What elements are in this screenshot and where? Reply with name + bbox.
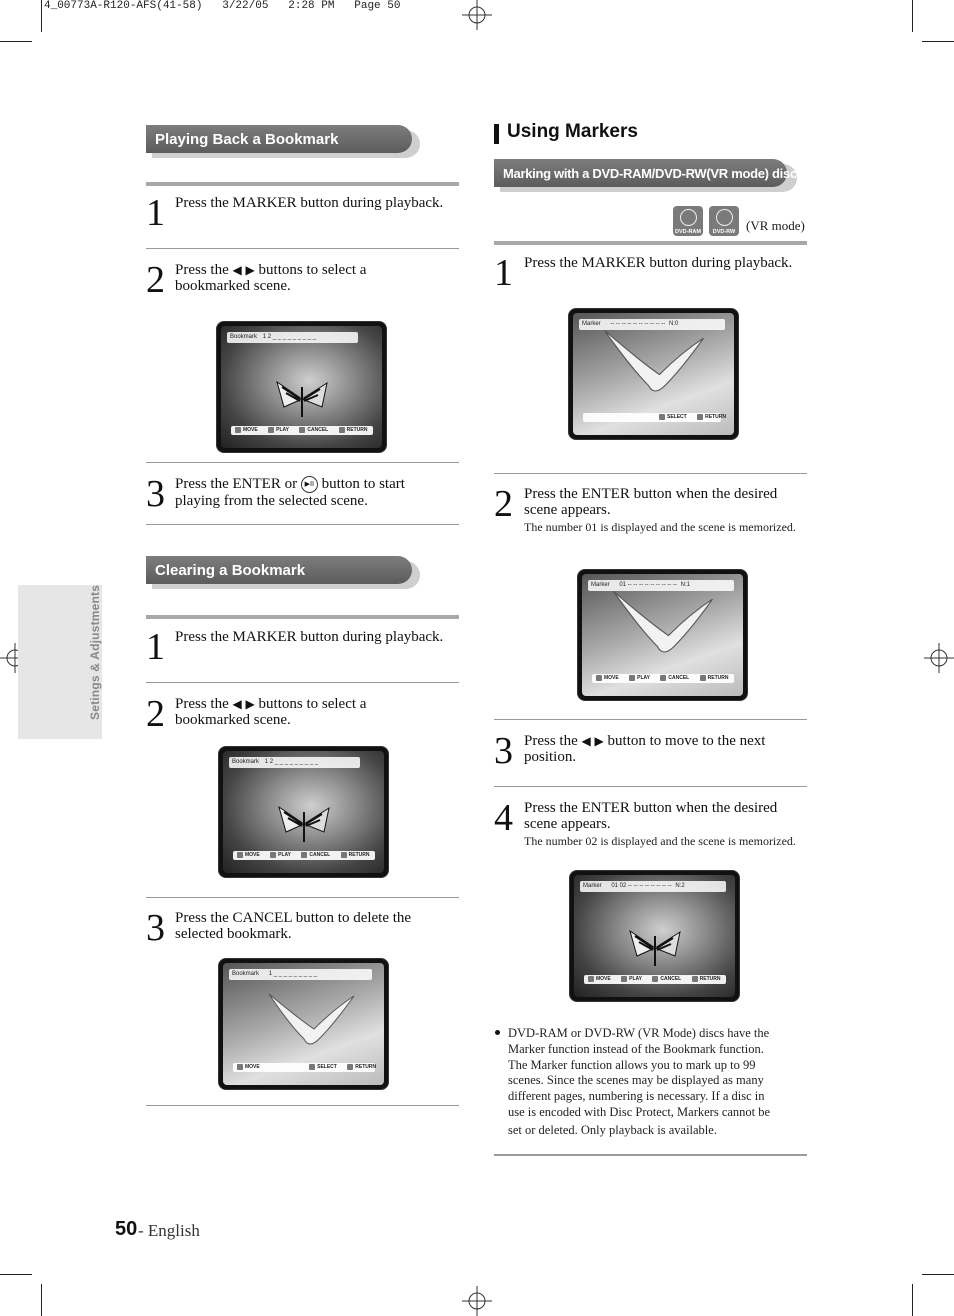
- osd-move-label: [596, 675, 619, 681]
- divider: [146, 462, 459, 463]
- dvd-ram-disc-icon: [673, 206, 703, 236]
- osd-button-text: PLAY: [276, 427, 290, 433]
- section-title: Clearing a Bookmark: [155, 562, 306, 579]
- osd-count: N:2: [675, 883, 685, 889]
- step-number: 2: [146, 259, 165, 301]
- divider: [146, 897, 459, 898]
- osd-select-label: [309, 1064, 337, 1070]
- step-text-part: Press the: [175, 262, 229, 278]
- move-key-icon: [588, 976, 594, 982]
- osd-move-label: [588, 976, 611, 982]
- osd-slots: 1 2 _ _ _ _ _ _ _ _ _: [264, 759, 319, 765]
- butterfly-icon: [274, 802, 334, 847]
- osd-button-text: RETURN: [705, 414, 726, 420]
- bullet-line: scenes. Since the scenes may be displayed as many: [508, 1073, 764, 1088]
- osd-button-bar: [233, 1063, 375, 1072]
- osd-play-label: [621, 976, 642, 982]
- bullet-dot-icon: [495, 1030, 500, 1035]
- step-text-part: Press the: [175, 696, 229, 712]
- osd-screen: [216, 321, 387, 453]
- seagull-icon: [608, 585, 718, 675]
- crop-mark: [922, 1274, 954, 1275]
- left-right-arrows-icon: ◀ ▶: [581, 734, 604, 748]
- butterfly-icon: [625, 926, 685, 971]
- osd-slots: 1 _ _ _ _ _ _ _ _ _: [268, 971, 318, 977]
- cancel-key-icon: [652, 976, 658, 982]
- osd-button-text: PLAY: [629, 976, 643, 982]
- osd-return-label: [339, 427, 368, 433]
- step-text-part: button to start: [321, 476, 405, 492]
- step-text-part: position.: [524, 749, 577, 765]
- return-key-icon: [339, 427, 345, 433]
- osd-button-bar: [231, 426, 373, 435]
- step-number: 3: [146, 473, 165, 515]
- osd-button-text: RETURN: [346, 427, 368, 433]
- step-text-part: button to move to the next: [607, 733, 766, 749]
- osd-label: Marker: [591, 582, 610, 588]
- registration-mark-icon: [462, 0, 492, 30]
- step-number: 3: [146, 907, 165, 949]
- osd-button-bar: [592, 674, 734, 683]
- osd-button-text: RETURN: [699, 976, 721, 982]
- bullet-line: Marker function instead of the Bookmark function.: [508, 1041, 764, 1056]
- step-text-part: buttons to select a: [258, 262, 367, 278]
- cancel-key-icon: [301, 852, 307, 858]
- page-number: 50: [115, 1218, 138, 1240]
- osd-bookmark-bar: [229, 757, 360, 768]
- return-key-icon: [700, 675, 706, 681]
- divider: [146, 248, 459, 249]
- play-key-icon: [268, 427, 274, 433]
- seagull-icon: [599, 324, 709, 414]
- osd-screen: [577, 569, 748, 701]
- osd-select-label: [659, 414, 687, 420]
- play-key-icon: [270, 852, 276, 858]
- step-text: [524, 733, 765, 765]
- select-key-icon: [309, 1064, 315, 1070]
- page-heading: Using Markers: [507, 121, 638, 142]
- bullet-line: different pages, numbering is necessary. If a disc in: [508, 1089, 765, 1104]
- osd-button-text: SELECT: [667, 414, 687, 420]
- step-number: 1: [146, 192, 165, 234]
- step-text-part: playing from the selected scene.: [175, 493, 368, 510]
- print-slug: 4_00773A-R120-AFS(41-58) 3/22/05 2:28 PM Page 50: [44, 0, 401, 12]
- osd-screen: [218, 746, 389, 878]
- osd-move-label: [237, 1064, 260, 1070]
- play-pause-icon: ▶II: [301, 476, 318, 493]
- bullet-line: DVD-RAM or DVD-RW (VR Mode) discs have the: [508, 1026, 770, 1040]
- divider: [146, 524, 459, 525]
- seagull-icon: [259, 984, 359, 1064]
- osd-cancel-label: [660, 675, 689, 681]
- step-text: Press the MARKER button during playback.: [175, 195, 444, 211]
- step-text-part: Press the: [524, 733, 578, 749]
- step-text: [175, 476, 405, 509]
- step-text-part: buttons to select a: [258, 696, 367, 712]
- osd-screen: [218, 958, 389, 1090]
- bullet-line: set or deleted. Only playback is available.: [508, 1122, 717, 1137]
- osd-marker-bar: [579, 319, 725, 330]
- osd-label: Marker: [582, 321, 601, 327]
- divider: [146, 615, 459, 619]
- osd-return-label: [697, 414, 726, 420]
- play-key-icon: [629, 675, 635, 681]
- step-number: 4: [494, 797, 513, 839]
- divider: [146, 182, 459, 186]
- butterfly-icon: [272, 377, 332, 422]
- osd-slots: -- -- -- -- -- -- -- -- -- --: [610, 321, 666, 327]
- crop-mark: [922, 41, 954, 42]
- bullet-line: The Marker function allows you to mark up to 99: [508, 1057, 756, 1072]
- left-right-arrows-icon: ◀ ▶: [232, 263, 255, 277]
- osd-slots: 01 02 -- -- -- -- -- -- -- --: [611, 883, 672, 889]
- step-number: 1: [146, 626, 165, 668]
- move-key-icon: [237, 1064, 243, 1070]
- registration-mark-icon: [462, 1286, 492, 1316]
- left-right-arrows-icon: ◀ ▶: [232, 697, 255, 711]
- page-language: - English: [138, 1221, 200, 1240]
- disc-circle-icon: [716, 209, 733, 226]
- osd-button-text: CANCEL: [309, 852, 331, 858]
- crop-mark: [912, 0, 913, 32]
- osd-button-text: CANCEL: [660, 976, 682, 982]
- return-key-icon: [341, 852, 347, 858]
- crop-mark: [912, 1284, 913, 1316]
- osd-cancel-label: [652, 976, 681, 982]
- divider: [146, 1105, 459, 1106]
- step-text-part: bookmarked scene.: [175, 278, 291, 294]
- dvd-rw-disc-icon: [709, 206, 739, 236]
- osd-button-text: MOVE: [596, 976, 611, 982]
- move-key-icon: [237, 852, 243, 858]
- osd-screen: [568, 308, 739, 440]
- divider: [146, 682, 459, 683]
- bullet-note: [508, 1026, 808, 1139]
- osd-button-text: RETURN: [707, 675, 729, 681]
- osd-label: Bookmark: [230, 334, 258, 340]
- divider: [494, 241, 807, 245]
- osd-label: Bookmark: [232, 971, 260, 977]
- crop-mark: [0, 1274, 32, 1275]
- cancel-key-icon: [299, 427, 305, 433]
- step-number: 2: [146, 693, 165, 735]
- osd-button-text: SELECT: [317, 1064, 337, 1070]
- step-note: The number 01 is displayed and the scene is memorized.: [524, 520, 796, 534]
- step-text: [524, 486, 777, 518]
- osd-screen: [569, 870, 740, 1002]
- osd-slots: 01 -- -- -- -- -- -- -- -- --: [619, 582, 677, 588]
- osd-button-bar: [584, 975, 726, 984]
- crop-mark: [41, 0, 42, 32]
- crop-mark: [41, 1284, 42, 1316]
- return-key-icon: [697, 414, 703, 420]
- step-number: 1: [494, 252, 513, 294]
- osd-button-text: PLAY: [278, 852, 292, 858]
- osd-button-text: MOVE: [245, 1064, 260, 1070]
- step-text: [524, 800, 777, 832]
- osd-button-bar: [583, 413, 726, 422]
- select-key-icon: [659, 414, 665, 420]
- osd-button-text: RETURN: [348, 852, 370, 858]
- step-text: [175, 696, 366, 728]
- return-key-icon: [692, 976, 698, 982]
- divider: [494, 473, 807, 474]
- step-text-part: Press the ENTER button when the desired: [524, 486, 778, 502]
- osd-play-label: [268, 427, 289, 433]
- step-note: The number 02 is displayed and the scene is memorized.: [524, 834, 796, 848]
- osd-move-label: [237, 852, 260, 858]
- disc-circle-icon: [680, 209, 697, 226]
- osd-button-text: MOVE: [243, 427, 258, 433]
- osd-button-text: MOVE: [245, 852, 260, 858]
- osd-label: Marker: [583, 883, 602, 889]
- step-text-part: scene appears.: [524, 502, 611, 518]
- disc-label: DVD-RW: [712, 229, 736, 235]
- osd-count: N:1: [680, 582, 691, 588]
- step-text: [175, 910, 411, 942]
- osd-bookmark-bar: [229, 969, 372, 980]
- disc-label: DVD-RAM: [675, 229, 701, 235]
- step-text-part: Press the ENTER or: [175, 476, 298, 492]
- osd-move-label: [235, 427, 258, 433]
- osd-return-label: [700, 675, 729, 681]
- osd-marker-bar: [580, 881, 726, 892]
- step-text: [175, 262, 366, 294]
- bullet-line: use is encoded with Disc Protect, Markers cannot be: [508, 1104, 771, 1119]
- divider: [494, 719, 807, 720]
- step-text: Press the MARKER button during playback.: [175, 629, 444, 645]
- step-text-part: bookmarked scene.: [175, 712, 291, 728]
- step-text-part: Press the ENTER button when the desired: [524, 800, 778, 816]
- osd-play-label: [270, 852, 291, 858]
- return-key-icon: [347, 1064, 353, 1070]
- osd-button-text: CANCEL: [668, 675, 690, 681]
- registration-mark-icon: [924, 643, 954, 673]
- osd-cancel-label: [299, 427, 328, 433]
- move-key-icon: [235, 427, 241, 433]
- divider: [494, 1154, 807, 1156]
- step-number: 3: [494, 730, 513, 772]
- osd-cancel-label: [301, 852, 330, 858]
- step-text-part: Press the CANCEL button to delete the: [175, 910, 412, 926]
- osd-count: N:0: [668, 321, 679, 327]
- osd-button-text: PLAY: [637, 675, 651, 681]
- osd-return-label: [692, 976, 721, 982]
- osd-return-label: [341, 852, 370, 858]
- osd-button-text: MOVE: [604, 675, 619, 681]
- divider: [494, 786, 807, 787]
- osd-button-text: RETURN: [355, 1064, 377, 1070]
- section-title: Marking with a DVD-RAM/DVD-RW(VR mode) disc: [503, 166, 797, 181]
- osd-bookmark-bar: [227, 332, 358, 343]
- heading-bar: [494, 124, 499, 144]
- osd-return-label: [347, 1064, 376, 1070]
- step-text-part: scene appears.: [524, 816, 611, 832]
- step-text-part: selected bookmark.: [175, 926, 292, 942]
- osd-button-bar: [233, 851, 375, 860]
- osd-marker-bar: [588, 580, 734, 591]
- crop-mark: [0, 41, 32, 42]
- cancel-key-icon: [660, 675, 666, 681]
- osd-slots: 1 2 _ _ _ _ _ _ _ _ _: [262, 334, 317, 340]
- move-key-icon: [596, 675, 602, 681]
- vr-mode-label: (VR mode): [746, 218, 805, 233]
- osd-label: Bookmark: [232, 759, 260, 765]
- osd-button-text: CANCEL: [307, 427, 329, 433]
- osd-play-label: [629, 675, 650, 681]
- step-number: 2: [494, 483, 513, 525]
- side-tab-label: Setings & Adjustments: [88, 584, 102, 720]
- section-title: Playing Back a Bookmark: [155, 131, 339, 148]
- step-text: Press the MARKER button during playback.: [524, 255, 793, 271]
- play-key-icon: [621, 976, 627, 982]
